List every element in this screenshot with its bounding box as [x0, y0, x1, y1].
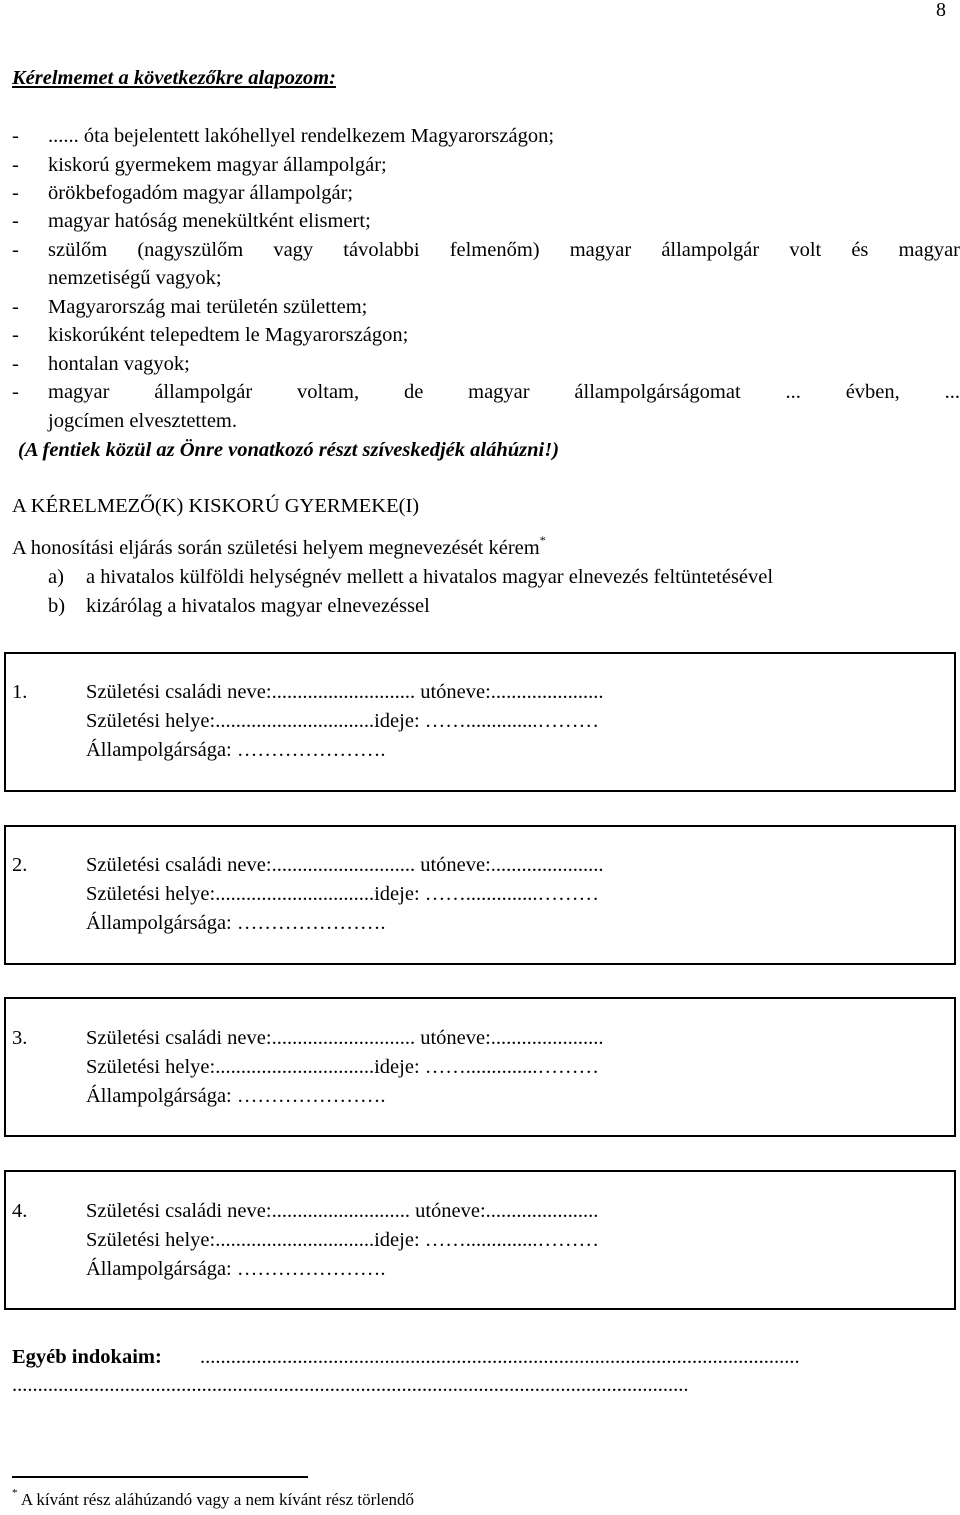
other-reasons-field-continued[interactable]: .................................................................................................................................... [12, 1374, 689, 1396]
list-item-text: magyar hatóság menekültként elismert; [48, 210, 371, 232]
list-dash: - [12, 381, 19, 403]
birth-place-date-field[interactable]: Születési helye:...............................ideje: ……..............……… [86, 1056, 600, 1078]
option-text: kizárólag a hivatalos magyar elnevezéssel [86, 595, 430, 617]
citizenship-field[interactable]: Állampolgársága: …………………. [86, 1085, 386, 1107]
list-item-continuation [12, 410, 948, 438]
citizenship-field[interactable]: Állampolgársága: …………………. [86, 1258, 386, 1280]
list-item-text: szülőm (nagyszülőm vagy távolabbi felmenőm) magyar állampolgár volt és magyar [48, 239, 960, 261]
birth-family-name-field[interactable]: Születési családi neve:............................ utóneve:...................... [86, 854, 604, 876]
birth-place-date-field[interactable]: Születési helye:...............................ideje: ……..............……… [86, 710, 600, 732]
list-item [12, 381, 960, 409]
list-item-text: kiskorúként telepedtem le Magyarországon; [48, 324, 409, 346]
list-item [12, 154, 948, 182]
birth-family-name-field[interactable]: Születési családi neve:........................... utóneve:...................... [86, 1200, 599, 1222]
child-number: 4. [12, 1200, 28, 1222]
birth-family-name-field[interactable]: Születési családi neve:............................ utóneve:...................... [86, 1027, 604, 1049]
child-number: 2. [12, 854, 28, 876]
citizenship-field[interactable]: Állampolgársága: …………………. [86, 739, 386, 761]
option-text: a hivatalos külföldi helységnév mellett a hivatalos magyar elnevezés feltüntetésével [86, 566, 774, 588]
birthplace-question [12, 533, 546, 560]
list-dash: - [12, 154, 19, 176]
list-item [12, 239, 960, 267]
list-item [12, 210, 948, 238]
list-item-text: örökbefogadóm magyar állampolgár; [48, 182, 354, 204]
other-reasons-label: Egyéb indokaim: [12, 1346, 162, 1368]
other-reasons-field[interactable]: ..................................................................................................................... [200, 1346, 800, 1368]
option-key: a) [48, 566, 64, 588]
underline-instruction: (A fentiek közül az Önre vonatkozó részt szíveskedjék aláhúzni!) [18, 439, 560, 461]
list-item-text: Magyarország mai területén születtem; [48, 296, 368, 318]
list-dash: - [12, 182, 19, 204]
list-item [12, 324, 948, 352]
list-item-text: magyar állampolgár voltam, de magyar állampolgárságomat ... évben, ... [48, 381, 960, 403]
footnote-text: A kívánt rész aláhúzandó vagy a nem kívánt rész törlendő [20, 1490, 415, 1509]
list-item-text: ...... óta bejelentett lakóhellyel rendelkezem Magyarországon; [48, 125, 555, 147]
child-number: 3. [12, 1027, 28, 1049]
list-dash: - [12, 353, 19, 375]
list-item [12, 125, 948, 153]
birth-place-date-field[interactable]: Születési helye:...............................ideje: ……..............……… [86, 1229, 600, 1251]
child-box-4 [4, 1170, 956, 1310]
list-item [12, 353, 948, 381]
child-number: 1. [12, 681, 28, 703]
list-item-text: kiskorú gyermekem magyar állampolgár; [48, 154, 387, 176]
list-dash: - [12, 210, 19, 232]
list-dash: - [12, 324, 19, 346]
citizenship-field[interactable]: Állampolgársága: …………………. [86, 912, 386, 934]
birth-family-name-field[interactable]: Születési családi neve:............................ utóneve:...................... [86, 681, 604, 703]
footnote [12, 1487, 415, 1510]
option-key: b) [48, 595, 66, 617]
child-box-3 [4, 997, 956, 1137]
list-dash: - [12, 239, 19, 261]
footnote-marker: * [539, 533, 546, 547]
birthplace-question-text: A honosítási eljárás során születési helyem megnevezését kérem [12, 537, 540, 559]
page-number: 8 [936, 0, 946, 21]
intro-heading: Kérelmemet a következőkre alapozom: [12, 67, 336, 89]
list-item-text: hontalan vagyok; [48, 353, 190, 375]
section-title: A KÉRELMEZŐ(K) KISKORÚ GYERMEKE(I) [12, 495, 420, 517]
child-box-1 [4, 652, 956, 792]
list-dash: - [12, 296, 19, 318]
list-item [12, 296, 948, 324]
list-item-text: jogcímen elvesztettem. [48, 410, 237, 432]
child-box-2 [4, 825, 956, 965]
list-item-text: nemzetiségű vagyok; [48, 267, 222, 289]
footnote-separator [12, 1476, 308, 1478]
list-item [12, 182, 948, 210]
list-dash: - [12, 125, 19, 147]
list-item-continuation [12, 267, 948, 295]
footnote-mark: * [12, 1487, 18, 1499]
birth-place-date-field[interactable]: Születési helye:...............................ideje: ……..............……… [86, 883, 600, 905]
